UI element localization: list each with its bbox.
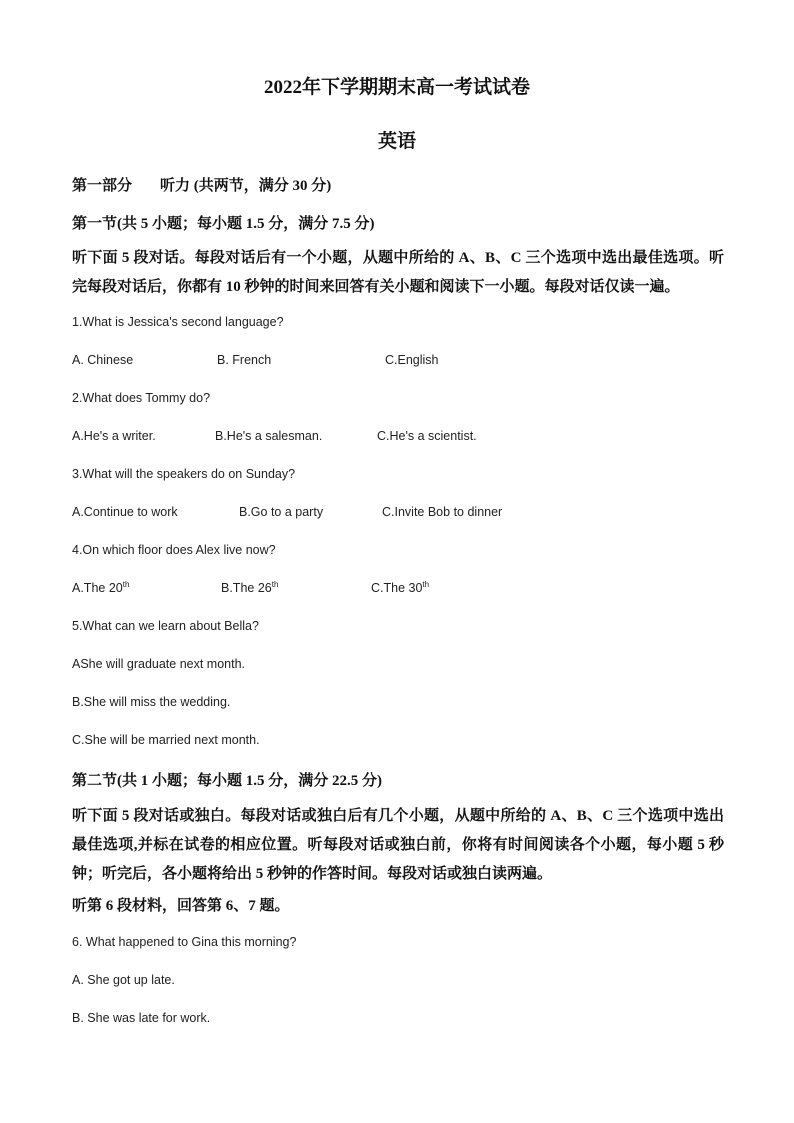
- question-2-option-b: B.He's a salesman.: [215, 429, 323, 443]
- ordinal-suffix: th: [122, 579, 130, 589]
- exam-title: 2022年下学期期末高一考试试卷: [263, 77, 530, 98]
- section2-heading: 第二节(共 1 小题；每小题 1.5 分，满分 22.5 分): [72, 773, 382, 789]
- ordinal-suffix: th: [422, 579, 430, 589]
- question-2-option-a: A.He's a writer.: [72, 429, 156, 443]
- question-1-option-b: B. French: [217, 353, 272, 367]
- question-5-option-c: C.She will be married next month.: [72, 733, 260, 747]
- question-3-option-a: A.Continue to work: [72, 505, 178, 519]
- part1-label: 第一部分: [72, 178, 133, 194]
- question-1-stem: 1.What is Jessica's second language?: [72, 315, 284, 329]
- ordinal-suffix: th: [271, 579, 279, 589]
- question-4-option-a-text: A.The 20: [72, 581, 123, 595]
- question-4-option-c: [371, 581, 429, 595]
- question-3-stem: 3.What will the speakers do on Sunday?: [72, 467, 296, 481]
- question-4-option-c-text: C.The 30: [371, 581, 423, 595]
- material-6-heading: 听第 6 段材料，回答第 6、7 题。: [72, 898, 290, 914]
- question-5-stem: 5.What can we learn about Bella?: [72, 619, 259, 633]
- question-4-option-b-text: B.The 26: [221, 581, 272, 595]
- section1-heading: 第一节(共 5 小题；每小题 1.5 分，满分 7.5 分): [72, 216, 375, 232]
- question-4-option-a: [72, 581, 129, 595]
- question-5-option-b: B.She will miss the wedding.: [72, 695, 231, 709]
- part1-title: 听力 (共两节，满分 30 分): [160, 178, 332, 194]
- subject-title: 英语: [377, 131, 416, 152]
- question-2-stem: 2.What does Tommy do?: [72, 391, 211, 405]
- question-4-stem: 4.On which floor does Alex live now?: [72, 543, 276, 557]
- part1-heading: [72, 174, 331, 195]
- question-2-option-c: C.He's a scientist.: [377, 429, 477, 443]
- question-6-option-b: B. She was late for work.: [72, 1011, 211, 1025]
- question-5-option-a: AShe will graduate next month.: [72, 657, 246, 671]
- question-4-option-b: [221, 581, 278, 595]
- question-3-option-b: B.Go to a party: [239, 505, 324, 519]
- section2-instructions: 听下面 5 段对话或独白。每段对话或独白后有几个小题，从题中所给的 A、B、C 三个选项中选出最佳选项,并标在试卷的相应位置。听每段对话或独白前，你将有时间阅读各个小题，每小题 5 秒钟；听完后，各小题将给出 5 秒钟的作答时间。每段对话或独白读两遍。: [72, 808, 724, 882]
- question-1-option-c: C.English: [385, 353, 439, 367]
- question-6-option-a: A. She got up late.: [72, 973, 175, 987]
- question-1-option-a: A. Chinese: [72, 353, 134, 367]
- question-3-option-c: C.Invite Bob to dinner: [382, 505, 503, 519]
- question-6-stem: 6. What happened to Gina this morning?: [72, 935, 297, 949]
- section1-instructions: 听下面 5 段对话。每段对话后有一个小题，从题中所给的 A、B、C 三个选项中选出最佳选项。听完每段对话后，你都有 10 秒钟的时间来回答有关小题和阅读下一小题。每段对话仅读一遍。: [72, 250, 724, 295]
